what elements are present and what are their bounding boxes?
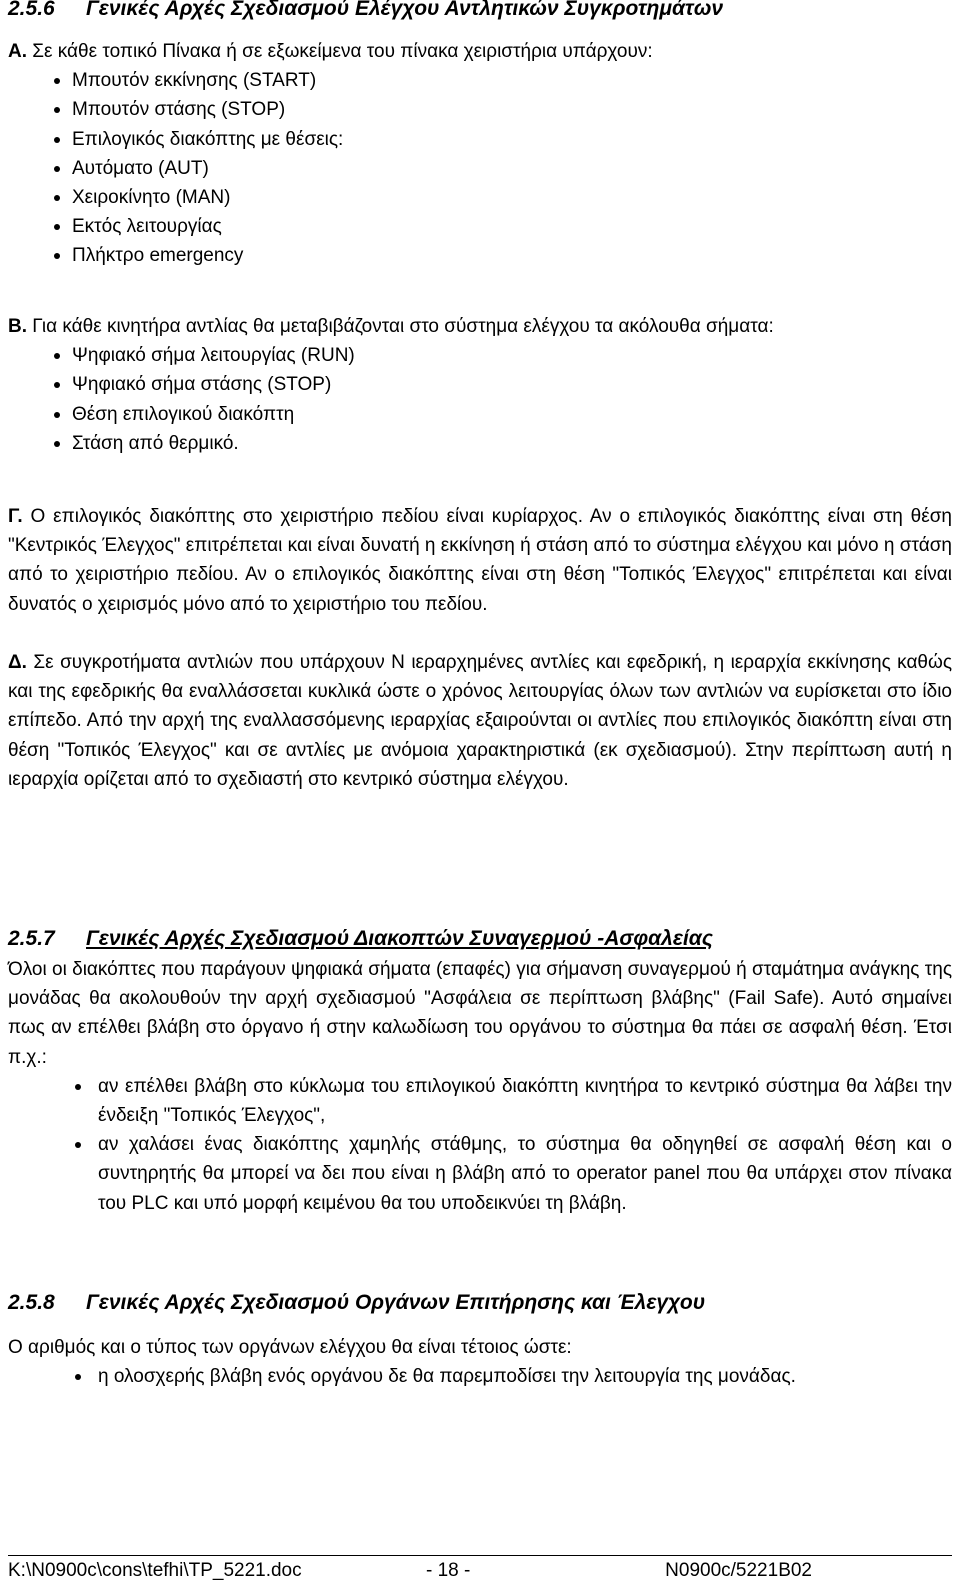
label-a: Α.	[8, 41, 27, 62]
footer-document-code: N0900c/5221B02	[665, 1560, 812, 1581]
list-b	[8, 341, 952, 458]
list-item: Εκτός λειτουργίας	[8, 212, 952, 241]
section-b	[8, 312, 952, 458]
list-item: Ψηφιακό σήμα στάσης (STOP)	[8, 370, 952, 399]
page-footer	[8, 1555, 952, 1584]
list-a	[8, 66, 952, 270]
list-item: Χειροκίνητο (MAN)	[8, 183, 952, 212]
section-number: 2.5.6	[8, 0, 55, 20]
section-title: Γενικές Αρχές Σχεδιασμού Διακοπτών Συναγερμού -Ασφαλείας	[86, 927, 713, 950]
text-b: Για κάθε κινητήρα αντλίας θα μεταβιβάζονται στο σύστημα ελέγχου τα ακόλουθα σήματα:	[32, 316, 774, 337]
section-a	[8, 37, 952, 271]
section-d	[8, 648, 952, 794]
list-item: η ολοσχερής βλάβη ενός οργάνου δε θα παρεμποδίσει την λειτουργία της μονάδας.	[8, 1362, 952, 1391]
list-item: Θέση επιλογικού διακόπτη	[8, 400, 952, 429]
section-title: Γενικές Αρχές Σχεδιασμού Οργάνων Επιτήρησης και Έλεγχου	[86, 1291, 706, 1314]
list-item: Μπουτόν εκκίνησης (START)	[8, 66, 952, 95]
section-2-5-7-body	[8, 955, 952, 1218]
label-g: Γ.	[8, 506, 23, 527]
section-g	[8, 502, 952, 619]
list-item: αν χαλάσει ένας διακόπτης χαμηλής στάθμης, το σύστημα θα οδηγηθεί σε ασφαλή θέση και ο συντηρητής θα μπορεί να δει που είναι η βλάβη από το operator panel που θα υπάρχει στον πίνακα του PLC και υπό μορφή κειμένου θα του υποδεικνύει τη βλάβη.	[8, 1130, 952, 1218]
footer-page-number: - 18 -	[426, 1560, 471, 1581]
list-item: Πλήκτρο emergency	[8, 241, 952, 270]
list-2-5-7	[8, 1072, 952, 1218]
list-item: Μπουτόν στάσης (STOP)	[8, 95, 952, 124]
list-item: Στάση από θερμικό.	[8, 429, 952, 458]
paragraph-a	[8, 37, 952, 66]
section-heading-2-5-7	[8, 926, 713, 952]
label-b: Β.	[8, 316, 27, 337]
text-g: Ο επιλογικός διακόπτης στο χειριστήριο πεδίου είναι κυρίαρχος. Αν ο επιλογικός διακόπτης είναι στη θέση "Κεντρικός Έλεγχος" επιτρέπεται και είναι δυνατή η εκκίνηση ή στάση από το σύστημα ελέγχου και μόνο η στάση από το χειριστήριο πεδίου. Αν ο επιλογικός διακόπτης είναι στη θέση "Τοπικός Έλεγχος" επιτρέπεται και είναι δυνατός ο χειρισμός μόνο από το χειριστήριο του πεδίου.	[8, 506, 952, 615]
footer-file-path: K:\N0900c\cons\tefhi\TP_5221.doc	[8, 1560, 302, 1581]
paragraph-g	[8, 502, 952, 619]
section-2-5-8-body	[8, 1333, 952, 1391]
paragraph-b	[8, 312, 952, 341]
paragraph-2-5-8: Ο αριθμός και ο τύπος των οργάνων ελέγχου θα είναι τέτοιος ώστε:	[8, 1337, 572, 1358]
section-heading-2-5-8	[8, 1290, 705, 1316]
text-a: Σε κάθε τοπικό Πίνακα ή σε εξωκείμενα του πίνακα χειριστήρια υπάρχουν:	[32, 41, 653, 62]
list-item: αν επέλθει βλάβη στο κύκλωμα του επιλογικού διακόπτη κινητήρα το κεντρικό σύστημα θα λάβει την ένδειξη "Τοπικός Έλεγχος",	[8, 1072, 952, 1130]
section-heading-2-5-6	[8, 0, 723, 22]
paragraph-2-5-7: Όλοι οι διακόπτες που παράγουν ψηφιακά σήματα (επαφές) για σήμανση συναγερμού ή σταμάτημα ανάγκης της μονάδας θα ακολουθούν την αρχή σχεδιασμού "Ασφάλεια σε περίπτωση βλάβης" (Fail Safe). Αυτό σημαίνει πως αν επέλθει βλάβη στο όργανο ή στην καλωδίωση του οργάνου το σύστημα θα πάει σε ασφαλή θέση. Έτσι π.χ.:	[8, 959, 952, 1068]
list-item: Ψηφιακό σήμα λειτουργίας (RUN)	[8, 341, 952, 370]
paragraph-d	[8, 648, 952, 794]
text-d: Σε συγκροτήματα αντλιών που υπάρχουν Ν ιεραρχημένες αντλίες και εφεδρική, η ιεραρχία εκκίνησης καθώς και της εφεδρικής θα εναλλάσσεται κυκλικά ώστε ο χρόνος λειτουργίας όλων των αντλιών να ευρίσκεται στο ίδιο επίπεδο. Από την αρχή της εναλλασσόμενης ιεραρχίας εξαιρούνται οι αντλίες που επιλογικός διακόπτη είναι στη θέση "Τοπικός Έλεγχος" και σε αντλίες με ανόμοια χαρακτηριστικά (εκ σχεδιασμού). Στην περίπτωση αυτή η ιεραρχία ορίζεται από το σχεδιαστή στο κεντρικό σύστημα ελέγχου.	[8, 652, 952, 790]
list-2-5-8	[8, 1362, 952, 1391]
section-title: Γενικές Αρχές Σχεδιασμού Ελέγχου Αντλητικών Συγκροτημάτων	[86, 0, 724, 20]
list-item: Αυτόματο (AUT)	[8, 154, 952, 183]
section-number: 2.5.7	[8, 927, 55, 950]
label-d: Δ.	[8, 652, 27, 673]
section-number: 2.5.8	[8, 1291, 55, 1314]
list-item: Επιλογικός διακόπτης με θέσεις:	[8, 125, 952, 154]
